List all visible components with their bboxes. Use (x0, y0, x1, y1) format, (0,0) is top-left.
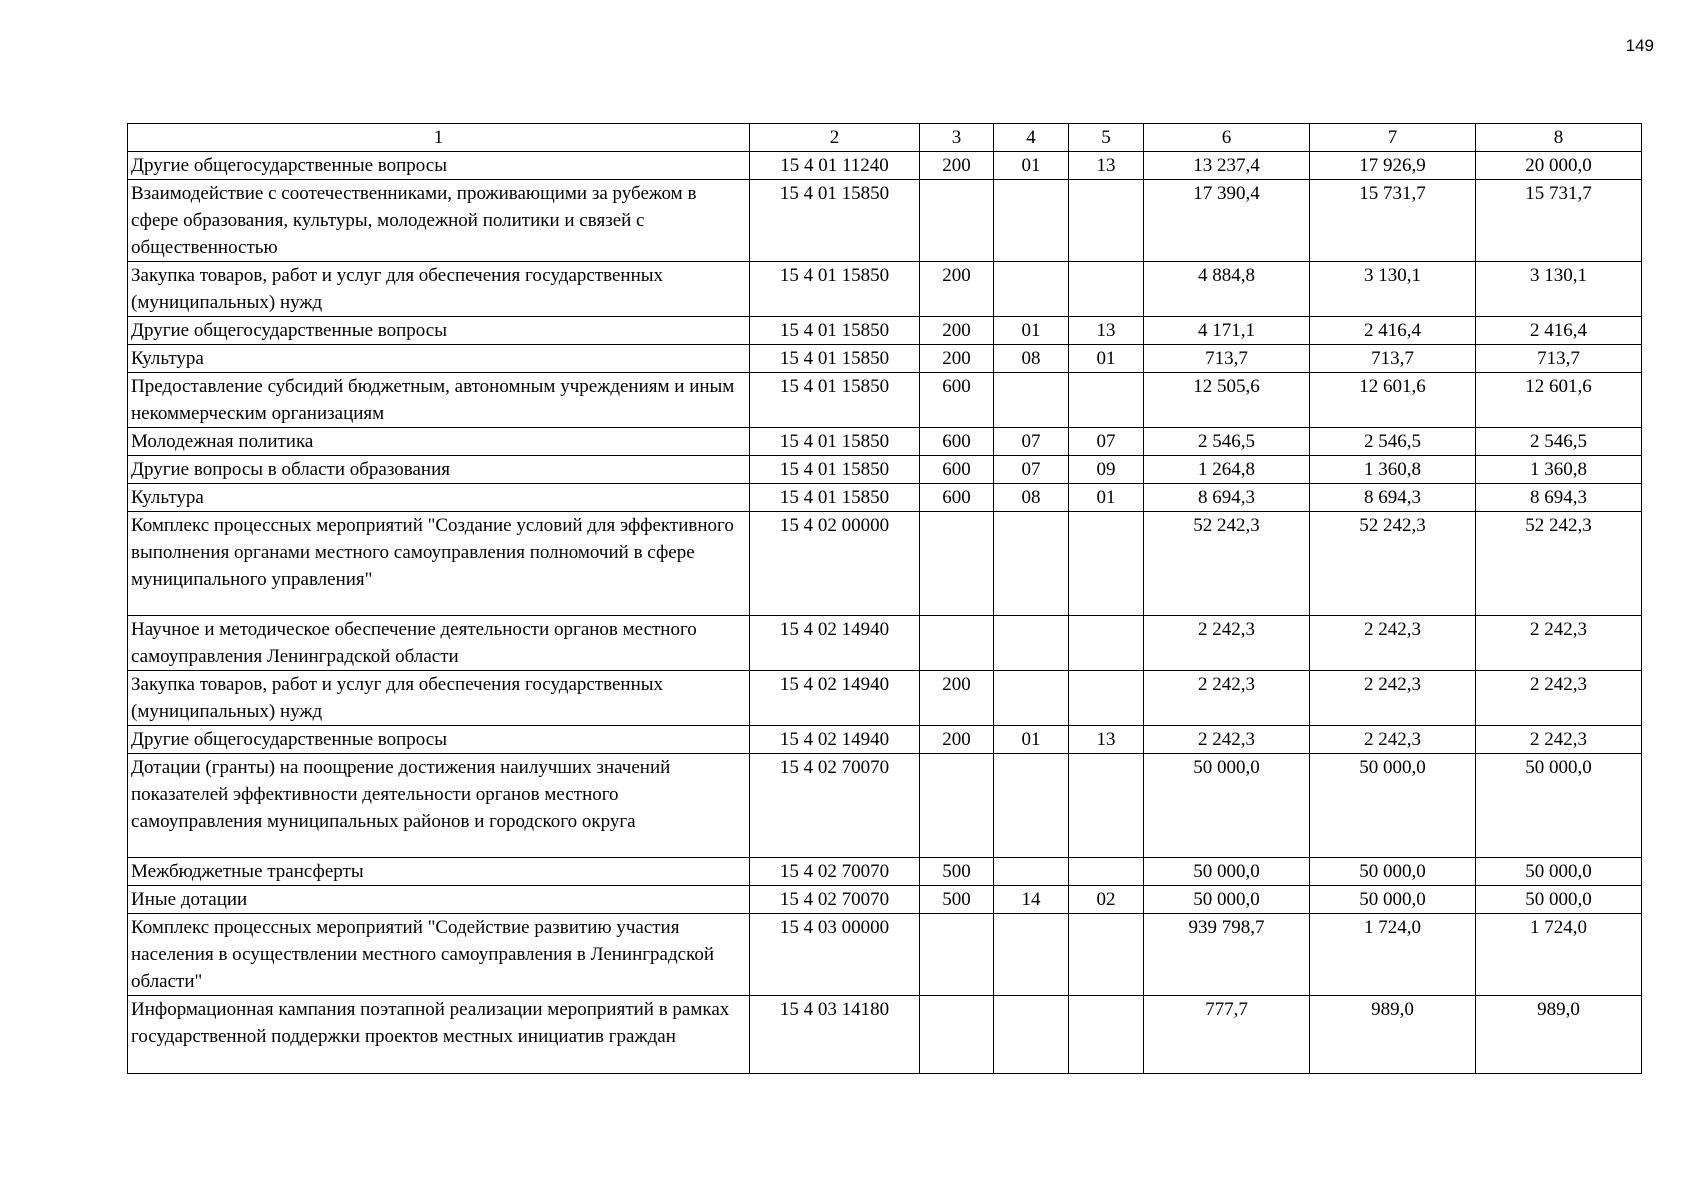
section-cell: 07 (994, 428, 1069, 456)
subsection-cell (1069, 671, 1144, 726)
row-name-cell: Межбюджетные трансферты (128, 858, 750, 886)
amount-year2-cell: 1 724,0 (1310, 914, 1476, 996)
target-code-cell: 15 4 02 14940 (750, 671, 920, 726)
target-code-cell: 15 4 02 14940 (750, 616, 920, 671)
table-row (128, 858, 1642, 886)
row-name-cell: Иные дотации (128, 886, 750, 914)
target-code-cell: 15 4 01 15850 (750, 345, 920, 373)
amount-year3-cell: 50 000,0 (1476, 754, 1642, 858)
row-name-cell: Научное и методическое обеспечение деятельности органов местного самоуправления Ленинградской области (128, 616, 750, 671)
section-cell: 08 (994, 345, 1069, 373)
amount-year3-cell: 1 724,0 (1476, 914, 1642, 996)
section-cell (994, 754, 1069, 858)
row-name-cell: Культура (128, 345, 750, 373)
amount-year1-cell: 939 798,7 (1144, 914, 1310, 996)
row-name-cell: Взаимодействие с соотечественниками, проживающими за рубежом в сфере образования, культуры, молодежной политики и связей с общественностью (128, 180, 750, 262)
section-cell (994, 996, 1069, 1074)
section-cell: 01 (994, 726, 1069, 754)
column-number-header: 2 (750, 124, 920, 152)
target-code-cell: 15 4 01 15850 (750, 317, 920, 345)
amount-year1-cell: 1 264,8 (1144, 456, 1310, 484)
amount-year2-cell: 3 130,1 (1310, 262, 1476, 317)
amount-year3-cell: 2 242,3 (1476, 671, 1642, 726)
amount-year3-cell: 1 360,8 (1476, 456, 1642, 484)
page-number: 149 (1625, 36, 1654, 55)
column-number-header: 4 (994, 124, 1069, 152)
column-number-header: 1 (128, 124, 750, 152)
amount-year1-cell: 4 884,8 (1144, 262, 1310, 317)
amount-year2-cell: 2 242,3 (1310, 671, 1476, 726)
expense-type-cell (920, 616, 994, 671)
subsection-cell (1069, 996, 1144, 1074)
row-name-cell: Закупка товаров, работ и услуг для обеспечения государственных (муниципальных) нужд (128, 262, 750, 317)
target-code-cell: 15 4 02 14940 (750, 726, 920, 754)
amount-year3-cell: 3 130,1 (1476, 262, 1642, 317)
section-cell (994, 262, 1069, 317)
amount-year1-cell: 2 242,3 (1144, 616, 1310, 671)
expense-type-cell (920, 180, 994, 262)
amount-year2-cell: 713,7 (1310, 345, 1476, 373)
amount-year2-cell: 17 926,9 (1310, 152, 1476, 180)
subsection-cell: 13 (1069, 726, 1144, 754)
section-cell: 08 (994, 484, 1069, 512)
subsection-cell (1069, 858, 1144, 886)
amount-year3-cell: 20 000,0 (1476, 152, 1642, 180)
target-code-cell: 15 4 01 15850 (750, 262, 920, 317)
target-code-cell: 15 4 02 00000 (750, 512, 920, 616)
amount-year2-cell: 2 416,4 (1310, 317, 1476, 345)
row-name-cell: Другие общегосударственные вопросы (128, 152, 750, 180)
table-row (128, 754, 1642, 858)
target-code-cell: 15 4 01 15850 (750, 484, 920, 512)
expense-type-cell: 600 (920, 484, 994, 512)
subsection-cell (1069, 180, 1144, 262)
amount-year2-cell: 50 000,0 (1310, 886, 1476, 914)
amount-year1-cell: 12 505,6 (1144, 373, 1310, 428)
amount-year2-cell: 15 731,7 (1310, 180, 1476, 262)
column-number-header: 5 (1069, 124, 1144, 152)
amount-year1-cell: 52 242,3 (1144, 512, 1310, 616)
subsection-cell: 13 (1069, 152, 1144, 180)
row-name-cell: Другие вопросы в области образования (128, 456, 750, 484)
amount-year2-cell: 8 694,3 (1310, 484, 1476, 512)
amount-year1-cell: 2 242,3 (1144, 671, 1310, 726)
column-number-header: 3 (920, 124, 994, 152)
row-name-cell: Закупка товаров, работ и услуг для обеспечения государственных (муниципальных) нужд (128, 671, 750, 726)
expense-type-cell (920, 996, 994, 1074)
target-code-cell: 15 4 01 15850 (750, 428, 920, 456)
table-row (128, 484, 1642, 512)
subsection-cell: 01 (1069, 345, 1144, 373)
subsection-cell (1069, 914, 1144, 996)
amount-year2-cell: 50 000,0 (1310, 858, 1476, 886)
amount-year1-cell: 713,7 (1144, 345, 1310, 373)
target-code-cell: 15 4 01 15850 (750, 456, 920, 484)
subsection-cell (1069, 754, 1144, 858)
expense-type-cell: 200 (920, 345, 994, 373)
amount-year2-cell: 52 242,3 (1310, 512, 1476, 616)
row-name-cell: Молодежная политика (128, 428, 750, 456)
amount-year3-cell: 50 000,0 (1476, 858, 1642, 886)
table-row (128, 373, 1642, 428)
target-code-cell: 15 4 02 70070 (750, 886, 920, 914)
amount-year3-cell: 2 546,5 (1476, 428, 1642, 456)
table-row (128, 886, 1642, 914)
table-header-row (128, 124, 1642, 152)
section-cell (994, 180, 1069, 262)
expense-type-cell (920, 512, 994, 616)
table-row (128, 428, 1642, 456)
table-row (128, 512, 1642, 616)
subsection-cell (1069, 373, 1144, 428)
subsection-cell: 07 (1069, 428, 1144, 456)
amount-year3-cell: 989,0 (1476, 996, 1642, 1074)
table-row (128, 317, 1642, 345)
table-row (128, 671, 1642, 726)
amount-year1-cell: 13 237,4 (1144, 152, 1310, 180)
expense-type-cell: 200 (920, 317, 994, 345)
table-row (128, 726, 1642, 754)
section-cell (994, 671, 1069, 726)
amount-year2-cell: 2 242,3 (1310, 726, 1476, 754)
expense-type-cell: 200 (920, 262, 994, 317)
row-name-cell: Предоставление субсидий бюджетным, автономным учреждениям и иным некоммерческим организациям (128, 373, 750, 428)
target-code-cell: 15 4 01 15850 (750, 373, 920, 428)
section-cell (994, 858, 1069, 886)
amount-year3-cell: 15 731,7 (1476, 180, 1642, 262)
section-cell: 01 (994, 152, 1069, 180)
expense-type-cell: 600 (920, 456, 994, 484)
table-row (128, 456, 1642, 484)
amount-year2-cell: 50 000,0 (1310, 754, 1476, 858)
amount-year1-cell: 2 546,5 (1144, 428, 1310, 456)
table-row (128, 345, 1642, 373)
amount-year3-cell: 50 000,0 (1476, 886, 1642, 914)
section-cell: 01 (994, 317, 1069, 345)
amount-year3-cell: 52 242,3 (1476, 512, 1642, 616)
amount-year3-cell: 2 242,3 (1476, 726, 1642, 754)
section-cell: 07 (994, 456, 1069, 484)
amount-year1-cell: 777,7 (1144, 996, 1310, 1074)
expense-type-cell: 500 (920, 886, 994, 914)
expense-type-cell: 600 (920, 373, 994, 428)
amount-year2-cell: 2 546,5 (1310, 428, 1476, 456)
budget-table (127, 123, 1642, 1074)
table-row (128, 152, 1642, 180)
expense-type-cell (920, 914, 994, 996)
expense-type-cell: 200 (920, 726, 994, 754)
row-name-cell: Дотации (гранты) на поощрение достижения наилучших значений показателей эффективности деятельности органов местного самоуправления муниципальных районов и городского округа (128, 754, 750, 858)
subsection-cell: 01 (1069, 484, 1144, 512)
table-row (128, 914, 1642, 996)
row-name-cell: Другие общегосударственные вопросы (128, 317, 750, 345)
subsection-cell: 02 (1069, 886, 1144, 914)
section-cell (994, 914, 1069, 996)
expense-type-cell: 600 (920, 428, 994, 456)
subsection-cell: 09 (1069, 456, 1144, 484)
column-number-header: 8 (1476, 124, 1642, 152)
amount-year3-cell: 8 694,3 (1476, 484, 1642, 512)
amount-year1-cell: 4 171,1 (1144, 317, 1310, 345)
expense-type-cell (920, 754, 994, 858)
amount-year3-cell: 2 242,3 (1476, 616, 1642, 671)
amount-year2-cell: 12 601,6 (1310, 373, 1476, 428)
subsection-cell (1069, 616, 1144, 671)
expense-type-cell: 500 (920, 858, 994, 886)
amount-year2-cell: 2 242,3 (1310, 616, 1476, 671)
amount-year1-cell: 8 694,3 (1144, 484, 1310, 512)
amount-year3-cell: 12 601,6 (1476, 373, 1642, 428)
row-name-cell: Информационная кампания поэтапной реализации мероприятий в рамках государственной поддержки проектов местных инициатив граждан (128, 996, 750, 1074)
table-row (128, 262, 1642, 317)
row-name-cell: Комплекс процессных мероприятий "Создание условий для эффективного выполнения органами местного самоуправления полномочий в сфере муниципального управления" (128, 512, 750, 616)
target-code-cell: 15 4 02 70070 (750, 754, 920, 858)
section-cell (994, 373, 1069, 428)
amount-year1-cell: 17 390,4 (1144, 180, 1310, 262)
amount-year2-cell: 989,0 (1310, 996, 1476, 1074)
section-cell: 14 (994, 886, 1069, 914)
amount-year3-cell: 713,7 (1476, 345, 1642, 373)
section-cell (994, 512, 1069, 616)
section-cell (994, 616, 1069, 671)
amount-year1-cell: 50 000,0 (1144, 754, 1310, 858)
target-code-cell: 15 4 02 70070 (750, 858, 920, 886)
amount-year3-cell: 2 416,4 (1476, 317, 1642, 345)
row-name-cell: Комплекс процессных мероприятий "Содействие развитию участия населения в осуществлении местного самоуправления в Ленинградской области" (128, 914, 750, 996)
expense-type-cell: 200 (920, 671, 994, 726)
amount-year2-cell: 1 360,8 (1310, 456, 1476, 484)
table-row (128, 180, 1642, 262)
subsection-cell (1069, 512, 1144, 616)
row-name-cell: Культура (128, 484, 750, 512)
target-code-cell: 15 4 03 14180 (750, 996, 920, 1074)
row-name-cell: Другие общегосударственные вопросы (128, 726, 750, 754)
expense-type-cell: 200 (920, 152, 994, 180)
amount-year1-cell: 50 000,0 (1144, 858, 1310, 886)
table-row (128, 996, 1642, 1074)
amount-year1-cell: 50 000,0 (1144, 886, 1310, 914)
subsection-cell: 13 (1069, 317, 1144, 345)
target-code-cell: 15 4 01 11240 (750, 152, 920, 180)
column-number-header: 6 (1144, 124, 1310, 152)
target-code-cell: 15 4 01 15850 (750, 180, 920, 262)
target-code-cell: 15 4 03 00000 (750, 914, 920, 996)
subsection-cell (1069, 262, 1144, 317)
table-row (128, 616, 1642, 671)
column-number-header: 7 (1310, 124, 1476, 152)
amount-year1-cell: 2 242,3 (1144, 726, 1310, 754)
